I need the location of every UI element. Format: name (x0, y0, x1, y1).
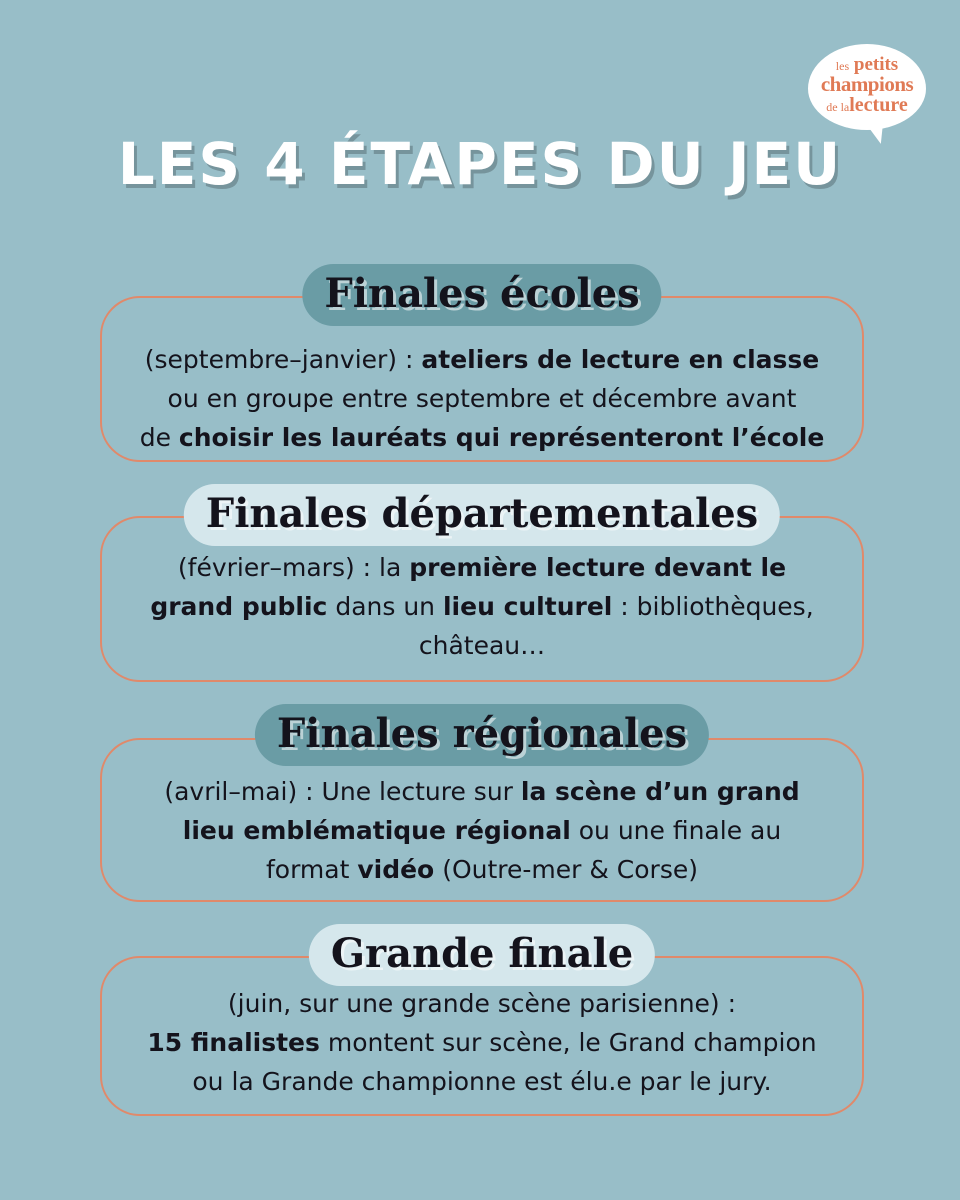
description-text: château… (418, 631, 546, 660)
description-text: ou une finale au (570, 816, 782, 845)
description-bold-text: 15 finalistes (147, 1028, 320, 1057)
stage-description (100, 340, 864, 457)
description-bold-text: grand public (150, 592, 328, 621)
description-text: de (139, 423, 179, 452)
page-title: LES 4 ÉTAPES DU JEU (117, 130, 843, 198)
stage-finales-ecoles (100, 264, 864, 462)
description-line (100, 1062, 864, 1101)
description-line (100, 548, 864, 587)
description-line (100, 626, 864, 665)
description-bold-text: première lecture devant le (409, 553, 787, 582)
description-text: ou la Grande championne est élu.e par le jury. (192, 1067, 772, 1096)
logo-line-1 (808, 44, 926, 74)
description-text: : bibliothèques, (612, 592, 814, 621)
description-line (100, 587, 864, 626)
description-bold-text: ateliers de lecture en classe (421, 345, 820, 374)
stage-description (100, 984, 864, 1101)
logo-les: les (835, 59, 850, 73)
logo-lecture: lecture (849, 94, 908, 116)
description-bold-text: lieu emblématique régional (182, 816, 571, 845)
description-text: (juin, sur une grande scène parisienne) : (227, 989, 737, 1018)
description-line (100, 772, 864, 811)
description-bold-text: lieu culturel (442, 592, 613, 621)
description-line (100, 379, 864, 418)
stage-label: Finales départementales (184, 484, 780, 546)
description-text: (septembre–janvier) : (144, 345, 422, 374)
description-line (100, 340, 864, 379)
description-line (100, 850, 864, 889)
description-bold-text: la scène d’un grand (520, 777, 800, 806)
stage-finales-departementales (100, 484, 864, 682)
description-text: ou en groupe entre septembre et décembre avant (167, 384, 797, 413)
logo (808, 44, 926, 130)
stage-grande-finale (100, 924, 864, 1116)
stage-description (100, 772, 864, 889)
description-text: (février–mars) : la (177, 553, 410, 582)
logo-line-3 (808, 95, 926, 115)
stage-label: Grande finale (309, 924, 655, 986)
description-text: dans un (327, 592, 443, 621)
description-line (100, 1023, 864, 1062)
stage-finales-regionales (100, 704, 864, 902)
description-line (100, 811, 864, 850)
description-text: format (265, 855, 358, 884)
description-bold-text: vidéo (357, 855, 435, 884)
description-bold-text: choisir les lauréats qui représenteront l’école (178, 423, 825, 452)
logo-petits: petits (853, 54, 899, 75)
description-line (100, 984, 864, 1023)
description-text: (Outre-mer & Corse) (434, 855, 698, 884)
stage-label: Finales écoles (302, 264, 661, 326)
logo-line-2: champions (820, 72, 914, 96)
logo-de-la: de la (826, 100, 850, 114)
description-line (100, 418, 864, 457)
stage-description (100, 548, 864, 665)
description-text: (avril–mai) : Une lecture sur (164, 777, 521, 806)
description-text: montent sur scène, le Grand champion (319, 1028, 817, 1057)
stage-label: Finales régionales (255, 704, 709, 766)
